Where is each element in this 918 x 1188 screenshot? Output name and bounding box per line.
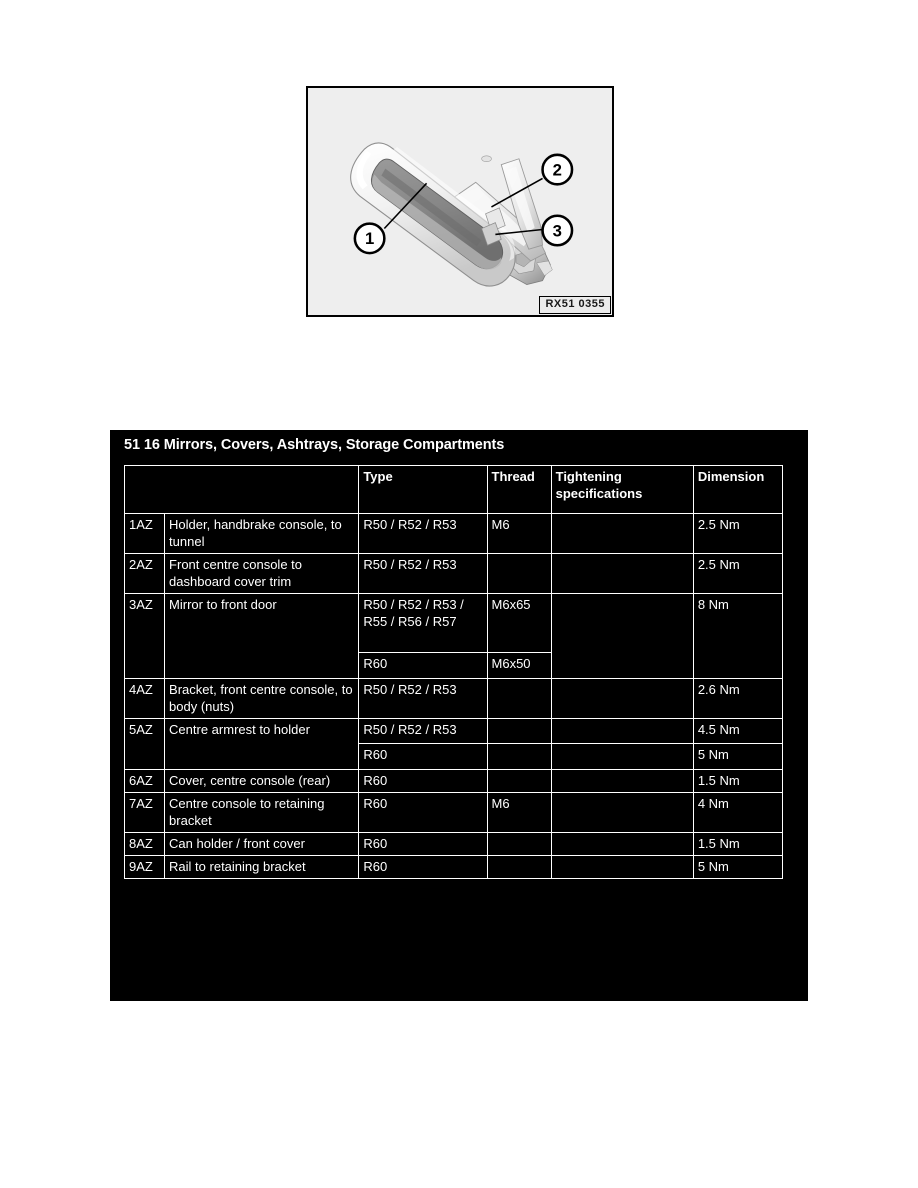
header-description [125,466,359,514]
table-header-row [125,466,783,514]
torque-specification-table [124,465,783,879]
row-dimension: 2.6 Nm [693,679,782,719]
row-thread [487,770,551,793]
row-type-variant-b: R60 [359,743,486,769]
row-type: R60 [359,833,487,856]
row-thread [487,833,551,856]
row-dimension-variant-a: 4.5 Nm [697,722,740,737]
callout-1-label: 1 [364,229,375,249]
header-thread: Thread [487,466,551,514]
row-thread [487,679,551,719]
row-thread-variant-a: M6x65 [491,597,531,612]
callout-1 [355,224,384,253]
row-dimension-variant-b: 5 Nm [694,743,782,769]
row-thread: M6 [487,793,551,833]
row-type-variant-a: R50 / R52 / R53 [363,722,457,737]
row-description: Bracket, front centre console, to body (nuts) [165,679,359,719]
row-description: Mirror to front door [165,594,359,679]
row-type: R60 [359,793,487,833]
row-description: Can holder / front cover [165,833,359,856]
row-dimension: 1.5 Nm [693,833,782,856]
row-description: Centre armrest to holder [165,719,359,770]
row-code: 3AZ [125,594,165,679]
row-thread-variant-a [488,719,551,743]
row-thread [487,719,551,770]
row-tightening [551,833,693,856]
table-row [125,679,783,719]
callout-3-label: 3 [552,221,562,241]
row-tightening [551,594,693,679]
row-description: Front centre console to dashboard cover trim [165,554,359,594]
row-code: 6AZ [125,770,165,793]
row-thread [487,594,551,679]
row-tightening [551,679,693,719]
row-tightening [551,856,693,879]
specification-title: 51 16 Mirrors, Covers, Ashtrays, Storage Compartments [124,437,505,453]
table-row [125,770,783,793]
row-dimension: 1.5 Nm [693,770,782,793]
row-tightening [551,770,693,793]
row-type: R60 [359,770,487,793]
row-type: R50 / R52 / R53 [359,554,487,594]
row-code: 2AZ [125,554,165,594]
row-description: Rail to retaining bracket [165,856,359,879]
row-tightening [551,514,693,554]
table-row [125,719,783,770]
table-row [125,594,783,679]
row-dimension: 8 Nm [693,594,782,679]
callout-2-label: 2 [552,160,562,180]
table-row [125,856,783,879]
row-description: Holder, handbrake console, to tunnel [165,514,359,554]
row-code: 5AZ [125,719,165,770]
row-thread-variant-b: M6x50 [488,652,551,678]
row-tightening [551,793,693,833]
specification-panel [110,430,808,1001]
row-tightening-variant-a [552,719,693,743]
row-thread: M6 [487,514,551,554]
row-type: R50 / R52 / R53 [359,679,487,719]
row-code: 8AZ [125,833,165,856]
row-type: R50 / R52 / R53 [359,514,487,554]
component-figure-panel [306,86,614,317]
row-code: 1AZ [125,514,165,554]
row-dimension [693,719,782,770]
row-dimension: 2.5 Nm [693,554,782,594]
row-thread [487,856,551,879]
row-tightening [551,719,693,770]
header-tightening-specifications: Tightening specifications [551,466,693,514]
row-code: 4AZ [125,679,165,719]
row-type [359,719,487,770]
row-type [359,594,487,679]
table-row [125,833,783,856]
component-illustration [308,88,612,315]
row-description: Centre console to retaining bracket [165,793,359,833]
header-type: Type [359,466,487,514]
row-description: Cover, centre console (rear) [165,770,359,793]
figure-reference-code: RX51 0355 [539,296,611,314]
callout-3 [543,216,572,245]
row-dimension: 4 Nm [693,793,782,833]
header-dimension: Dimension [693,466,782,514]
row-type: R60 [359,856,487,879]
table-row [125,514,783,554]
table-row [125,554,783,594]
row-tightening-variant-b [552,743,693,769]
row-tightening [551,554,693,594]
row-thread-variant-b [488,743,551,769]
row-dimension: 5 Nm [693,856,782,879]
row-code: 9AZ [125,856,165,879]
callout-2 [543,155,572,184]
row-dimension: 2.5 Nm [693,514,782,554]
row-type-variant-a: R50 / R52 / R53 / R55 / R56 / R57 [363,597,464,629]
table-row [125,793,783,833]
row-type-variant-b: R60 [359,652,486,678]
row-code: 7AZ [125,793,165,833]
row-thread [487,554,551,594]
